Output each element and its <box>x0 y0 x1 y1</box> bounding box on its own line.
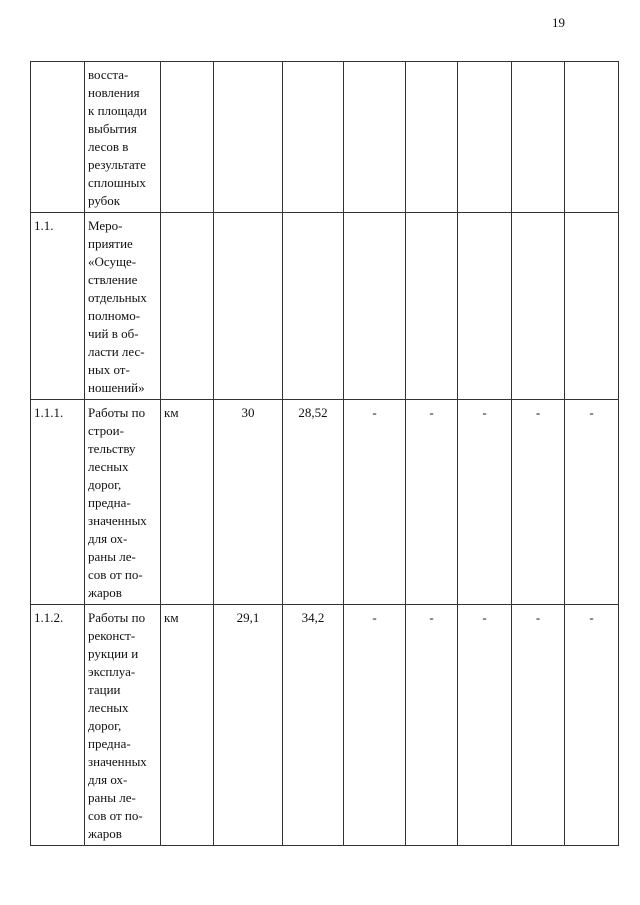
row-cell <box>512 62 565 213</box>
row-cell: - <box>344 400 406 605</box>
row-cell: - <box>512 400 565 605</box>
row-cell <box>406 213 458 400</box>
row-name: Работы по реконст- рукции и эксплуа- тации лесных дорог, предна- значенных для ох- раны ле- сов от по- жаров <box>85 605 161 846</box>
row-value-2 <box>283 213 344 400</box>
row-cell: - <box>458 605 512 846</box>
row-unit: км <box>161 605 214 846</box>
row-cell: - <box>406 605 458 846</box>
row-cell <box>458 62 512 213</box>
row-value-1 <box>214 213 283 400</box>
row-cell: - <box>458 400 512 605</box>
row-unit: км <box>161 400 214 605</box>
page-number: 19 <box>552 15 565 30</box>
row-cell: - <box>565 605 619 846</box>
row-value-1: 30 <box>214 400 283 605</box>
row-cell: - <box>344 605 406 846</box>
row-unit <box>161 213 214 400</box>
row-cell <box>406 62 458 213</box>
row-number <box>31 62 85 213</box>
row-cell <box>565 213 619 400</box>
row-cell <box>344 62 406 213</box>
row-value-2: 34,2 <box>283 605 344 846</box>
row-value-2: 28,52 <box>283 400 344 605</box>
row-value-1 <box>214 62 283 213</box>
row-name: Меро- приятие «Осуще- ствление отдельных полномо- чий в об- ласти лес- ных от- ношений» <box>85 213 161 400</box>
row-cell: - <box>565 400 619 605</box>
row-cell <box>458 213 512 400</box>
row-value-1: 29,1 <box>214 605 283 846</box>
measures-table <box>30 61 619 846</box>
row-name: Работы по строи- тельству лесных дорог, предна- значенных для ох- раны ле- сов от по- жаров <box>85 400 161 605</box>
table-row <box>31 400 619 605</box>
row-cell <box>344 213 406 400</box>
row-unit <box>161 62 214 213</box>
table-row <box>31 62 619 213</box>
row-name: восста- новления к площади выбытия лесов в результате сплошных рубок <box>85 62 161 213</box>
row-cell <box>565 62 619 213</box>
row-number: 1.1.1. <box>31 400 85 605</box>
row-number: 1.1.2. <box>31 605 85 846</box>
row-cell: - <box>512 605 565 846</box>
row-cell <box>512 213 565 400</box>
row-cell: - <box>406 400 458 605</box>
row-number: 1.1. <box>31 213 85 400</box>
row-value-2 <box>283 62 344 213</box>
table-row <box>31 213 619 400</box>
table-row <box>31 605 619 846</box>
